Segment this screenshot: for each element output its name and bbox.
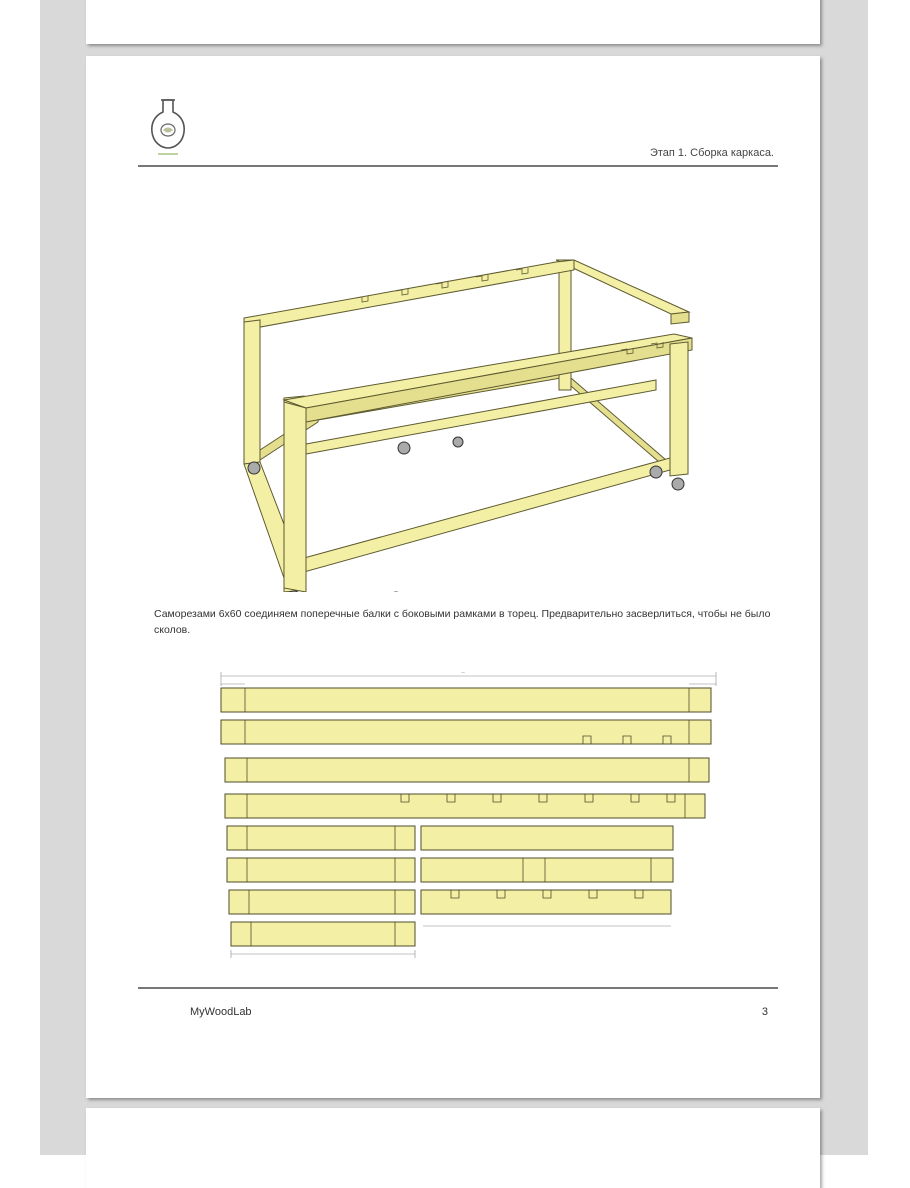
current-page xyxy=(86,56,820,1098)
next-page xyxy=(86,1108,820,1188)
workbench-frame-illustration xyxy=(226,252,706,592)
figure-caption: Саморезами 6х60 соединяем поперечные балки с боковыми рамками в торец. Предварительно засверлиться, чтобы не было сколов. xyxy=(154,608,771,636)
cut-list-diagram xyxy=(211,664,721,969)
page-number: 3 xyxy=(761,1006,768,1018)
section-title: Этап 1. Сборка каркаса. xyxy=(649,147,774,159)
footer-brand: MyWoodLab xyxy=(190,1006,252,1018)
footer-divider xyxy=(138,987,778,989)
previous-page xyxy=(86,0,820,44)
header-divider xyxy=(138,165,778,167)
svg-text:—: — xyxy=(461,670,465,675)
flask-logo-icon xyxy=(148,96,188,156)
